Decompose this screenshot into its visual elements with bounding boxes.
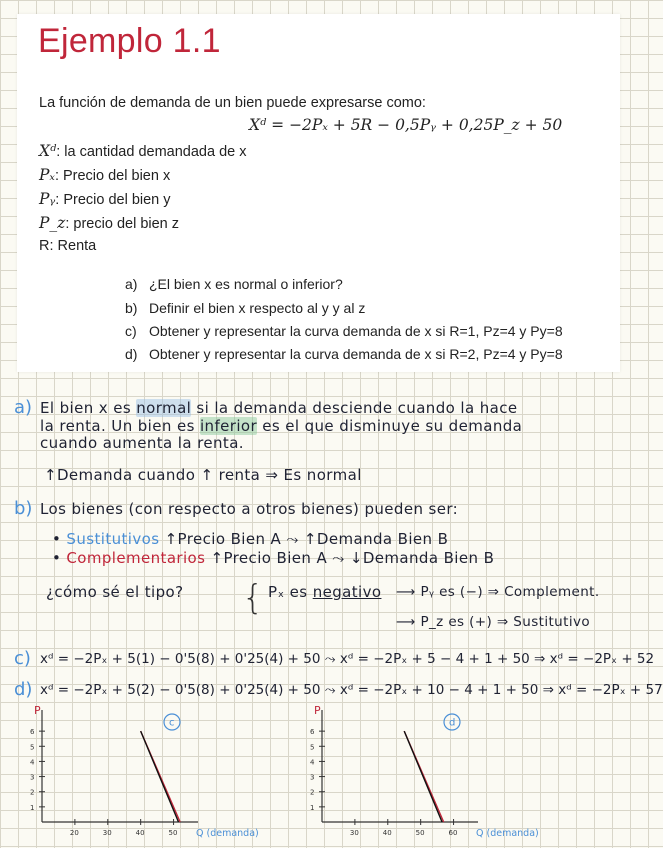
y-tick-label: 4 bbox=[310, 758, 315, 767]
answer-d-line: xᵈ = −2Pₓ + 5(2) − 0'5(8) + 0'25(4) + 50 ⤳ xᵈ = −2Pₓ + 10 − 4 + 1 + 50 ⇒ xᵈ = −2Pₓ + 57 bbox=[40, 682, 663, 698]
answer-b-positive-result: ⟶ P_z es (+) ⇒ Sustitutivo bbox=[396, 614, 591, 630]
def-r: R: Renta bbox=[39, 238, 97, 254]
question-b: b) Definir el bien x respecto al y y al z bbox=[125, 300, 366, 316]
question-a: a) ¿El bien x es normal o inferior? bbox=[125, 276, 343, 292]
answer-b-px: Pₓ es negativo bbox=[268, 583, 382, 601]
x-tick-label: 60 bbox=[448, 829, 458, 837]
y-tick-label: 6 bbox=[310, 728, 315, 737]
y-axis-label: P bbox=[34, 704, 41, 717]
question-c: c) Obtener y representar la curva demanda de x si R=1, Pz=4 y Py=8 bbox=[125, 323, 563, 339]
y-tick-label: 3 bbox=[30, 773, 35, 782]
answer-a-summary: ↑Demanda cuando ↑ renta ⇒ Es normal bbox=[44, 466, 362, 484]
x-axis-label: Q (demanda) bbox=[196, 828, 259, 839]
chart-c bbox=[20, 704, 259, 844]
y-tick-label: 1 bbox=[310, 803, 315, 812]
curly-brace: { bbox=[242, 578, 265, 618]
answer-b-question: ¿cómo sé el tipo? bbox=[46, 583, 184, 601]
answer-d-letter: d) bbox=[14, 679, 33, 700]
bullet-complementarios: • Complementarios ↑Precio Bien A ⤳ ↓Demanda Bien B bbox=[52, 549, 495, 567]
y-tick-label: 2 bbox=[310, 788, 315, 797]
answer-a-line2: la renta. Un bien es inferior es el que disminuye su demanda bbox=[40, 417, 523, 435]
def-px: Pₓ: Precio del bien x bbox=[39, 166, 171, 184]
y-tick-label: 5 bbox=[310, 743, 315, 752]
x-tick-label: 30 bbox=[102, 829, 112, 837]
def-pz: P_z: precio del bien z bbox=[39, 214, 180, 232]
x-tick-label: 50 bbox=[168, 829, 178, 837]
y-tick-label: 2 bbox=[30, 788, 35, 797]
y-tick-label: 4 bbox=[30, 758, 35, 767]
demand-equation: Xᵈ = −2Pₓ + 5R − 0,5Pᵧ + 0,25P_z + 50 bbox=[249, 116, 563, 134]
y-tick-label: 1 bbox=[30, 803, 35, 812]
demand-curve bbox=[141, 731, 179, 822]
answer-b-negative-result: ⟶ Pᵧ es (−) ⇒ Complement. bbox=[396, 584, 600, 600]
def-xd: Xᵈ: la cantidad demandada de x bbox=[39, 142, 247, 160]
y-axis-label: P bbox=[314, 704, 321, 717]
intro-text: La función de demanda de un bien puede expresarse como: bbox=[39, 95, 426, 111]
x-tick-label: 30 bbox=[349, 829, 359, 837]
y-tick-label: 3 bbox=[310, 773, 315, 782]
chart-d bbox=[300, 704, 539, 844]
page-title: Ejemplo 1.1 bbox=[38, 22, 221, 60]
answer-c-line: xᵈ = −2Pₓ + 5(1) − 0'5(8) + 0'25(4) + 50 ⤳ xᵈ = −2Pₓ + 5 − 4 + 1 + 50 ⇒ xᵈ = −2Pₓ + 52 bbox=[40, 651, 655, 667]
chart-title: d bbox=[449, 717, 456, 729]
answer-a-letter: a) bbox=[14, 397, 33, 418]
y-tick-label: 5 bbox=[30, 743, 35, 752]
answer-c-letter: c) bbox=[14, 648, 31, 669]
chart-title: c bbox=[169, 717, 175, 729]
y-tick-label: 6 bbox=[30, 728, 35, 737]
answer-a-line1: El bien x es normal si la demanda desciende cuando la hace bbox=[40, 399, 518, 417]
exercise-card bbox=[17, 14, 620, 372]
question-d: d) Obtener y representar la curva demanda de x si R=2, Pz=4 y Py=8 bbox=[125, 346, 563, 362]
bullet-sustitutivos: • Sustitutivos ↑Precio Bien A ⤳ ↑Demanda Bien B bbox=[52, 530, 449, 548]
x-tick-label: 40 bbox=[382, 829, 392, 837]
x-tick-label: 20 bbox=[69, 829, 79, 837]
answer-b-line: Los bienes (con respecto a otros bienes) pueden ser: bbox=[40, 500, 459, 518]
answer-b-letter: b) bbox=[14, 498, 33, 519]
def-py: Pᵧ: Precio del bien y bbox=[39, 190, 171, 208]
x-tick-label: 50 bbox=[415, 829, 425, 837]
answer-a-line3: cuando aumenta la renta. bbox=[40, 434, 244, 452]
demand-curve bbox=[404, 731, 442, 822]
x-tick-label: 40 bbox=[135, 829, 145, 837]
x-axis-label: Q (demanda) bbox=[476, 828, 539, 839]
